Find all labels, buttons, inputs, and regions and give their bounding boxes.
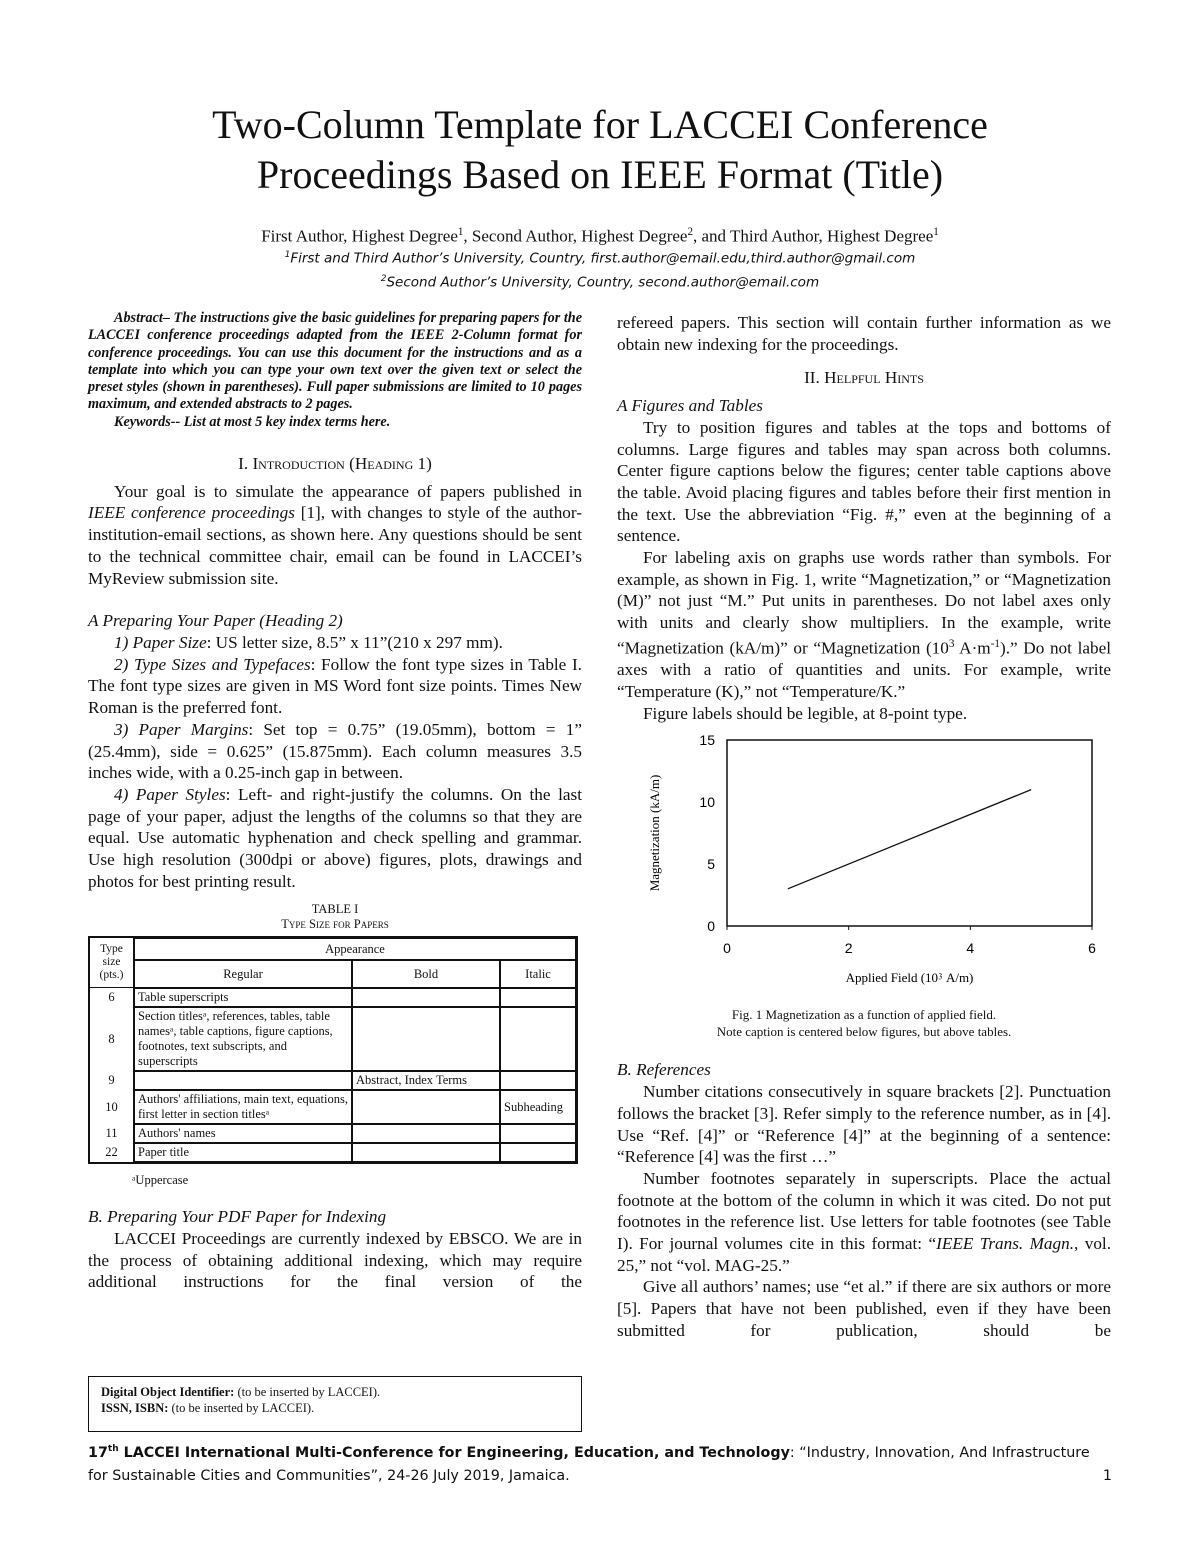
figure-caption-line-1: Fig. 1 Magnetization as a function of applied field. xyxy=(731,1007,997,1023)
figure-caption xyxy=(617,1006,1111,1040)
table-footnote: ᵃUppercase xyxy=(132,1173,189,1188)
text-run: 2) Type Sizes and Typefaces xyxy=(114,654,311,674)
x-tick-label: 0 xyxy=(723,940,731,957)
regular-cell: Authors' affiliations, main text, equations, first letter in section titlesᵃ xyxy=(134,1090,352,1124)
bold-cell xyxy=(352,988,500,1007)
text-run: 1) Paper Size xyxy=(114,633,207,652)
text-run: 1 xyxy=(457,226,464,238)
x-tick-label: 6 xyxy=(1088,940,1096,957)
text-run: : Set top = 0.75” (19.05mm), bottom = 1” (25.4mm), side = 0.625” (15.875mm). Each column measures 3.5 inches wide, with a 0.25-inch gap in between. xyxy=(88,719,582,783)
figures-paragraph: Try to position figures and tables at the tops and bottoms of columns. Large figures and tables may span across both columns. Center figure captions below the figures; center table captions above the table. Avoid placing figures and tables before their first mention in the text. Use the abbreviation “Fig. #,” even at the beginning of a sentence. xyxy=(617,417,1111,546)
citations-paragraph: Number citations consecutively in square brackets [2]. Punctuation follows the bracket [3]. Refer simply to the reference number, as in [4]. Use “Ref. [4]” or “Reference [4]” at the beginning of a sentence: “Reference [4] was the first …” xyxy=(617,1082,1111,1167)
right-column xyxy=(617,312,1111,1342)
regular-cell xyxy=(134,1071,352,1090)
heading-references: B. References xyxy=(617,1060,711,1080)
heading-preparing-paper: A Preparing Your Paper (Heading 2) xyxy=(88,611,343,631)
text-run: : US letter size, 8.5” x 11”(210 x 297 mm). xyxy=(206,633,503,652)
y-axis-label: Magnetization (kA/m) xyxy=(647,775,662,892)
text-run: -1 xyxy=(990,637,1000,650)
issn-label: ISSN, ISBN: xyxy=(101,1401,169,1415)
item-paper-styles xyxy=(88,784,582,893)
indexing-paragraph: LACCEI Proceedings are currently indexed by EBSCO. We are in the process of obtaining additional indexing, which may require additional instructions for the final version of the xyxy=(88,1228,582,1292)
text-run: 3 xyxy=(948,637,955,650)
text-run: , vol. 25,” not “vol. MAG-25.” xyxy=(617,1234,1111,1275)
table-row xyxy=(90,1090,576,1124)
text-run: 3) Paper Margins xyxy=(114,719,249,739)
footer-edition-suffix: th xyxy=(107,1444,119,1454)
x-axis-label: Applied Field (10⁳ A/m) xyxy=(845,970,974,986)
legibility-paragraph: Figure labels should be legible, at 8-point type. xyxy=(643,703,968,723)
italic-cell xyxy=(500,1007,576,1071)
y-tick-label: 15 xyxy=(699,732,715,749)
abstract xyxy=(88,310,582,431)
figure-caption-line-2: Note caption is centered below figures, but above tables. xyxy=(716,1024,1012,1040)
text-run: A·m xyxy=(954,638,991,658)
type-size-cell: 9 xyxy=(90,1071,134,1090)
heading-introduction: I. Introduction (Heading 1) xyxy=(238,454,432,474)
abstract-text: Abstract– The instructions give the basic guidelines for preparing papers for the LACCEI conference proceedings adapted from the IEEE 2-Column format for conference proceedings. You can use this document for the instructions and as a template into which you can type your own text over the given text or select the preset styles (shown in parentheses). Full paper submissions are limited to 10 pages maximum, and extended abstracts to 2 pages. xyxy=(88,310,582,413)
italic-cell xyxy=(500,1143,576,1162)
text-run: First and Third Author’s University, Country, first.author@email.edu,third.author@gmail.com xyxy=(290,250,916,267)
header-type-size: Type size (pts.) xyxy=(90,938,134,988)
text-run: IEEE conference proceedings xyxy=(88,503,295,523)
heading-helpful-hints: II. Helpful Hints xyxy=(804,368,924,388)
magnetization-chart xyxy=(617,724,1117,1006)
text-run: [1], with changes to style of the author-institution-email sections, as shown here. Any questions should be sent to the technical committee chair, email can be found in LACCEI’s MyReview submission site. xyxy=(88,503,582,588)
type-size-cell: 6 xyxy=(90,988,134,1007)
bold-cell xyxy=(352,1090,500,1124)
text-run: 2 xyxy=(687,226,693,238)
page-footer xyxy=(88,1438,1112,1488)
issn-value: (to be inserted by LACCEI). xyxy=(168,1401,315,1415)
item-type-sizes xyxy=(88,654,582,719)
doi-label: Digital Object Identifier: xyxy=(101,1385,235,1399)
text-run: For labeling axis on graphs use words rather than symbols. For example, as shown in Fig. 1, write “Magnetization,” or “Magnetization (M)” not just “M.” Put units in parentheses. Do not label axes only with units and clearly show multipliers. In the example, write “Magnetization (kA/m)” or “Magnetization (10 xyxy=(617,548,1111,658)
text-run: : Left- and right-justify the columns. On the last page of your paper, adjust the lengths of the columns so that they are equal. Use automatic hyphenation and check spelling and grammar. Use high resolution (300dpi or above) figures, plots, drawings and photos for best printing result. xyxy=(88,784,582,891)
bold-cell xyxy=(352,1143,500,1162)
header-regular: Regular xyxy=(134,960,352,988)
doi-value: (to be inserted by LACCEI). xyxy=(234,1385,381,1399)
left-column xyxy=(88,310,582,1293)
labeling-paragraph xyxy=(617,547,1111,703)
text-run: Number footnotes separately in superscripts. Place the actual footnote at the bottom of the column in which it was cited. Do not put footnotes in the reference list. Use letters for table footnotes (see Table I). For journal volumes cite in this format: “ xyxy=(617,1168,1111,1254)
text-run: 2 xyxy=(380,274,387,284)
table-row xyxy=(90,1124,576,1143)
plot-area xyxy=(727,740,1092,926)
footer-edition: 17 xyxy=(88,1444,108,1461)
paper-title xyxy=(0,100,1200,200)
bold-cell xyxy=(352,1124,500,1143)
y-tick-label: 0 xyxy=(707,918,715,935)
continued-paragraph: refereed papers. This section will contain further information as we obtain new indexing for the proceedings. xyxy=(617,313,1111,354)
table-title: Type Size for Papers xyxy=(281,917,389,932)
footer-conference: LACCEI International Multi-Conference for Engineering, Education, and Technology xyxy=(118,1444,790,1461)
title-line-1: Two-Column Template for LACCEI Conference xyxy=(212,102,988,147)
page-number: 1 xyxy=(1102,1467,1112,1484)
series-line-magnetization xyxy=(788,790,1031,889)
text-run: ).” Do not label axes with a ratio of quantities and units. For example, write “Temperature (K),” not “Temperature/K.” xyxy=(617,638,1111,701)
type-size-cell: 10 xyxy=(90,1090,134,1124)
type-size-cell: 11 xyxy=(90,1124,134,1143)
authors-paragraph: Give all authors’ names; use “et al.” if there are six authors or more [5]. Papers that have not been published, even if they have been submitted for publication, should be xyxy=(617,1277,1111,1340)
footer-theme: : “Industry, Innovation, And Infrastructure for Sustainable Cities and Communities”, 24-26 July 2019, Jamaica. xyxy=(88,1444,1090,1484)
item-paper-margins xyxy=(88,719,582,784)
text-run: 1 xyxy=(933,226,939,238)
header-italic: Italic xyxy=(500,960,576,988)
text-run: , and Third Author, Highest Degree xyxy=(693,226,934,246)
header-appearance: Appearance xyxy=(134,938,576,960)
keywords: Keywords-- List at most 5 key index terms here. xyxy=(114,413,391,430)
x-tick-label: 2 xyxy=(844,940,853,957)
header-bold: Bold xyxy=(352,960,500,988)
regular-cell: Paper title xyxy=(134,1143,352,1162)
x-tick-label: 4 xyxy=(966,940,975,957)
bold-cell: Abstract, Index Terms xyxy=(352,1071,500,1090)
table-row xyxy=(90,1071,576,1090)
y-tick-label: 10 xyxy=(699,794,715,811)
text-run: 1 xyxy=(284,250,291,260)
table-label: TABLE I xyxy=(311,902,359,917)
text-run: , Second Author, Highest Degree xyxy=(463,226,688,246)
type-size-table xyxy=(88,936,578,1164)
title-line-2: Proceedings Based on IEEE Format (Title) xyxy=(256,152,944,197)
table-caption xyxy=(88,902,582,932)
doi-box xyxy=(88,1376,582,1432)
intro-paragraph xyxy=(88,481,582,590)
type-size-cell: 8 xyxy=(90,1007,134,1071)
footnotes-paragraph xyxy=(617,1168,1111,1277)
table-row xyxy=(90,988,576,1007)
italic-cell xyxy=(500,1071,576,1090)
text-run: First Author, Highest Degree xyxy=(261,226,458,246)
y-tick-label: 5 xyxy=(707,856,715,873)
affiliation-2 xyxy=(0,268,1200,294)
italic-cell: Subheading xyxy=(500,1090,576,1124)
table-row xyxy=(90,1007,576,1071)
text-run: Second Author’s University, Country, second.author@email.com xyxy=(386,274,820,291)
heading-figures-tables: A Figures and Tables xyxy=(617,396,763,416)
type-size-cell: 22 xyxy=(90,1143,134,1162)
regular-cell: Table superscripts xyxy=(134,988,352,1007)
regular-cell: Authors' names xyxy=(134,1124,352,1143)
table-row xyxy=(90,1143,576,1162)
italic-cell xyxy=(500,988,576,1007)
text-run: : Follow the font type sizes in Table I. The font type sizes are given in MS Word font size points. Times New Roman is the preferred font. xyxy=(88,654,582,718)
text-run: IEEE Trans. Magn. xyxy=(936,1234,1075,1254)
italic-cell xyxy=(500,1124,576,1143)
heading-pdf-indexing: B. Preparing Your PDF Paper for Indexing xyxy=(88,1207,387,1227)
text-run: 4) Paper Styles xyxy=(114,784,226,804)
text-run: Your goal is to simulate the appearance of papers published in xyxy=(114,481,582,501)
regular-cell: Section titlesᵃ, references, tables, table namesᵃ, table captions, figure captions, footnotes, text subscripts, and superscripts xyxy=(134,1007,352,1071)
figure-1 xyxy=(617,724,1111,1006)
affiliation-1 xyxy=(0,244,1200,270)
bold-cell xyxy=(352,1007,500,1071)
item-paper-size xyxy=(88,632,582,654)
